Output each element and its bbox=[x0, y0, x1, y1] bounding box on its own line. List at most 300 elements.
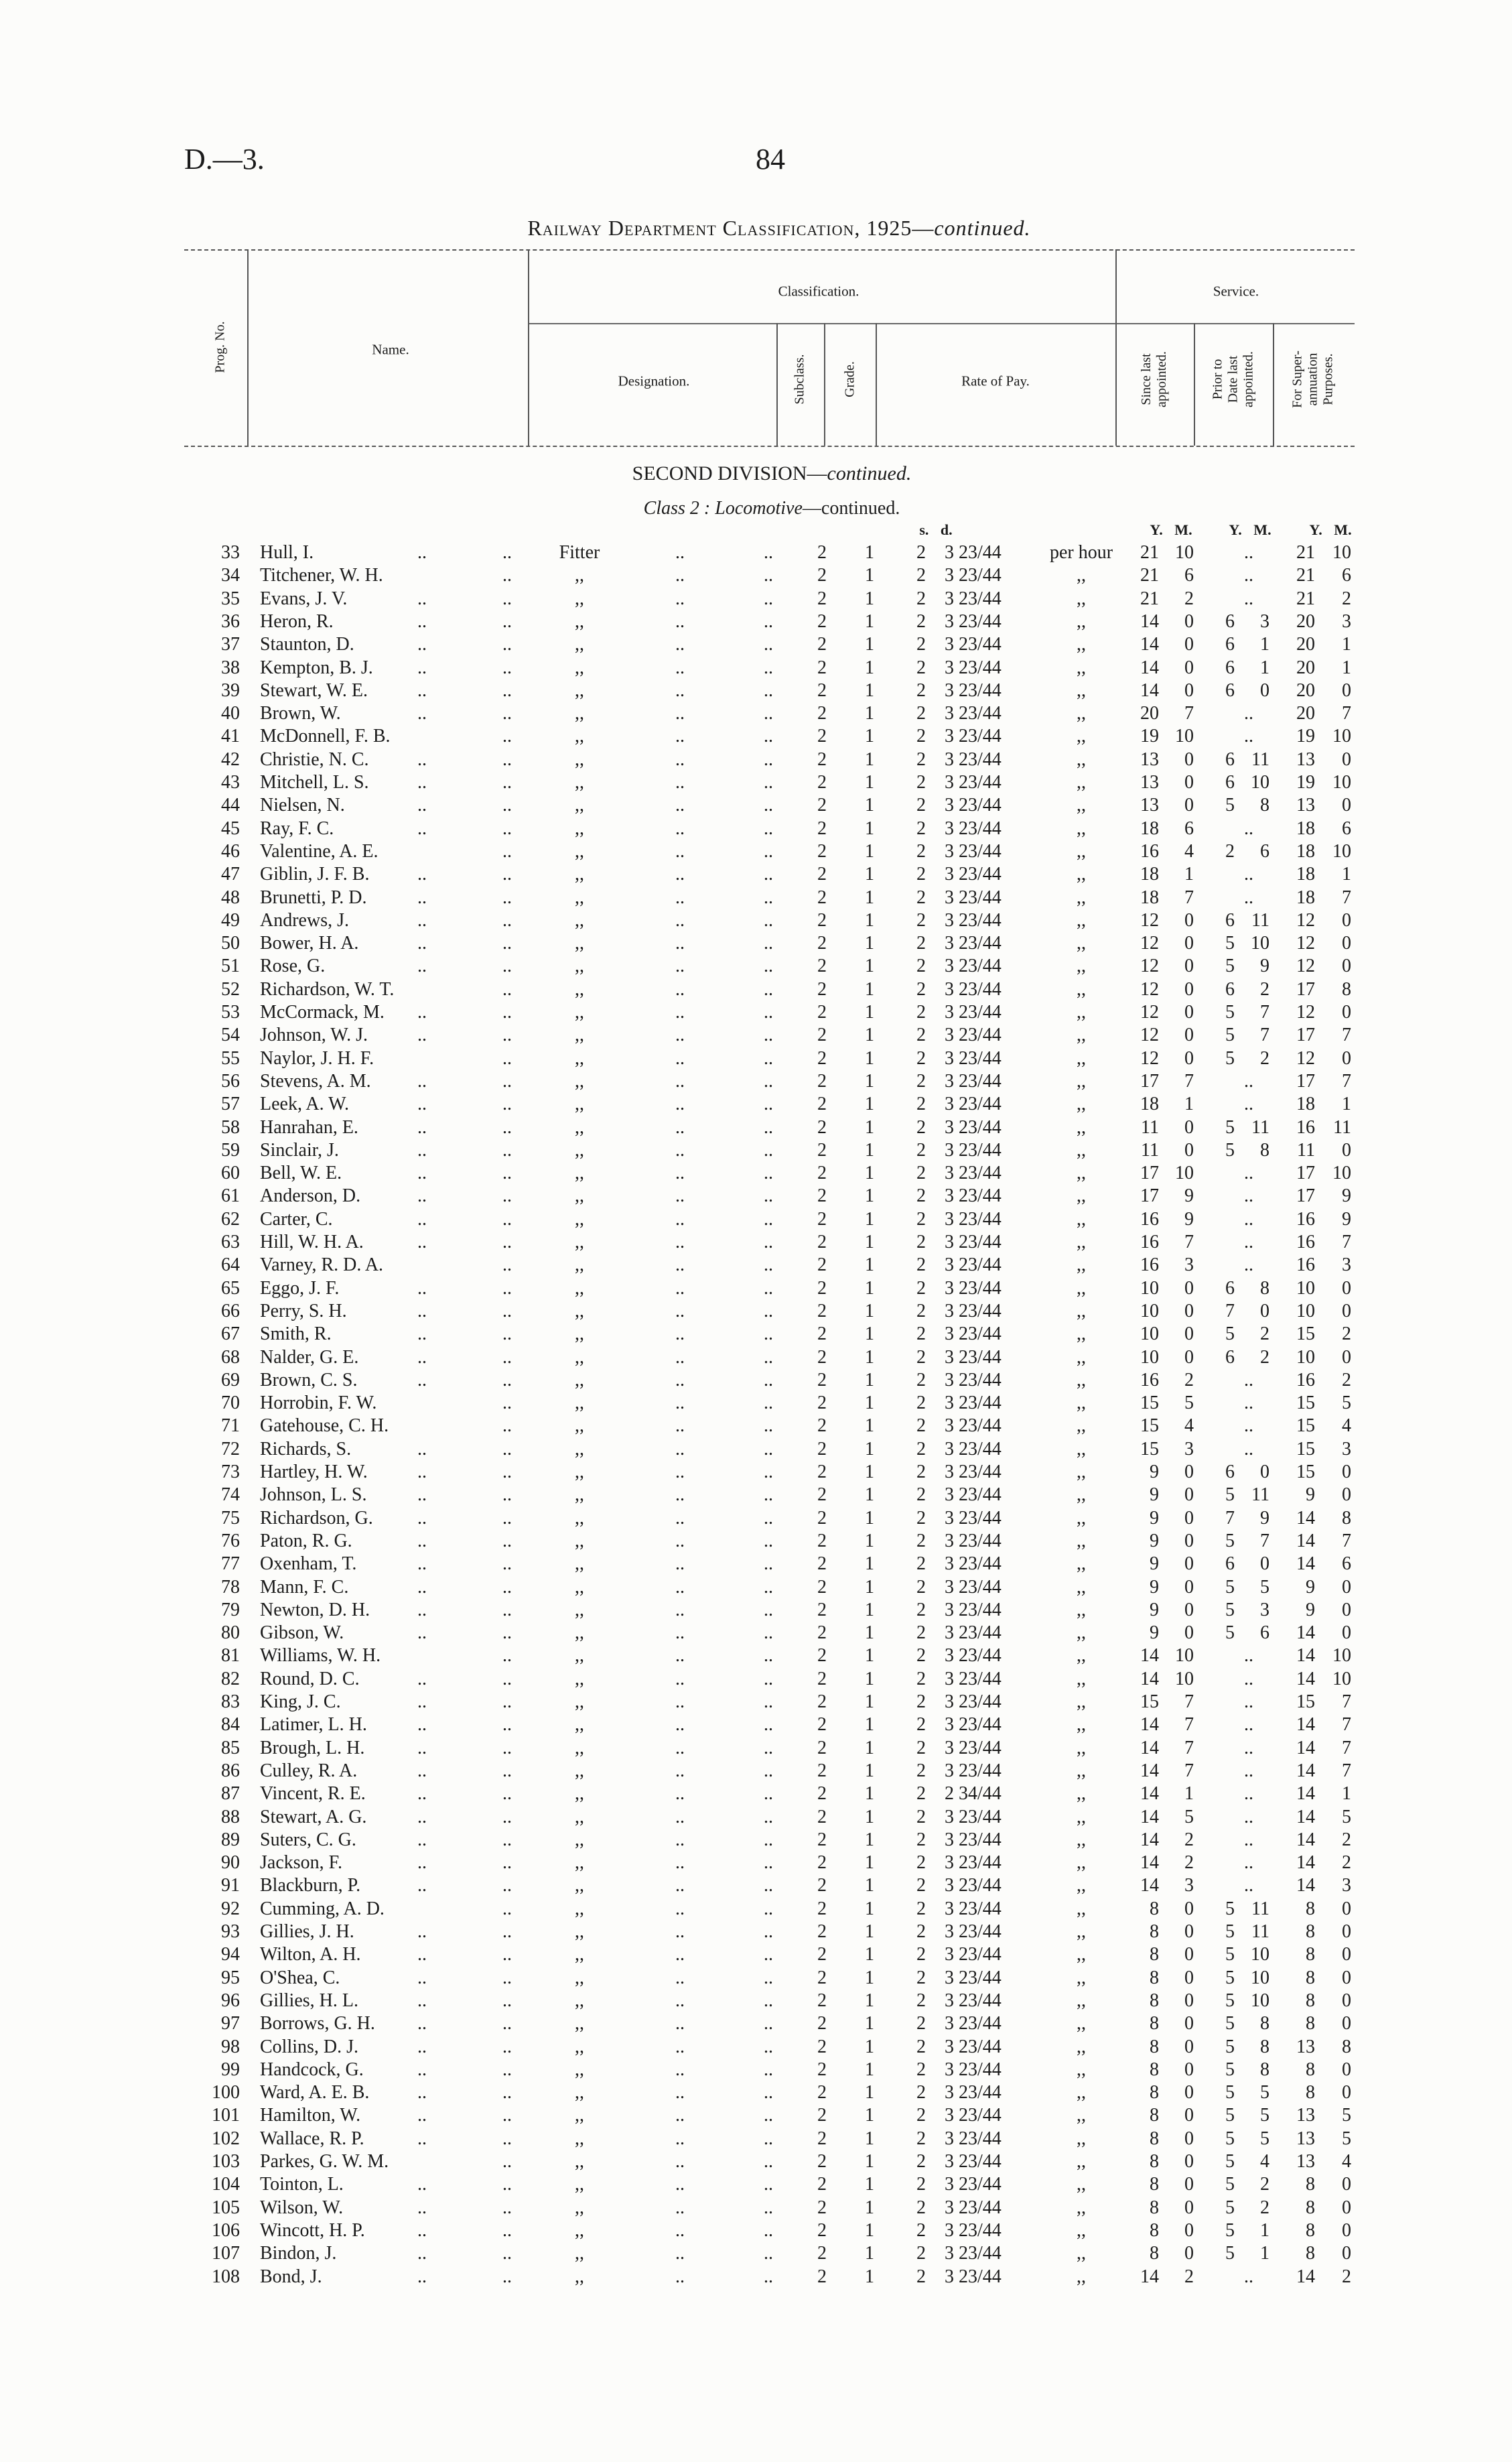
designation-leader-dots: .. bbox=[675, 2219, 685, 2241]
rate-unit: ,, bbox=[1077, 565, 1086, 586]
rate-unit: ,, bbox=[1077, 726, 1086, 747]
table-row bbox=[0, 1254, 1512, 1277]
rate-pence: 3 23/44 bbox=[945, 2036, 1002, 2057]
designation-leader-dots: .. bbox=[675, 864, 685, 885]
rate-pence: 3 23/44 bbox=[945, 1714, 1002, 1736]
grade: 1 bbox=[865, 1622, 874, 1644]
designation-end-dots: .. bbox=[764, 1530, 773, 1551]
name-leader-dots: .. bbox=[417, 1875, 427, 1896]
grade: 1 bbox=[865, 703, 874, 724]
table-row bbox=[0, 1644, 1512, 1667]
since-appointed-months: 0 bbox=[1184, 2128, 1194, 2149]
table-row bbox=[0, 657, 1512, 679]
rate-shillings: 2 bbox=[916, 1116, 926, 1138]
employee-name: Vincent, R. E. bbox=[260, 1783, 366, 1805]
since-units: Y. M. bbox=[1150, 521, 1192, 538]
superannuation-months: 10 bbox=[1332, 726, 1351, 747]
since-appointed-years: 17 bbox=[1140, 1070, 1159, 1092]
employee-name: Hill, W. H. A. bbox=[260, 1232, 364, 1252]
subclass: 2 bbox=[817, 1783, 827, 1805]
rate-unit: ,, bbox=[1077, 1277, 1086, 1299]
designation: ,, bbox=[575, 1760, 584, 1781]
designation-leader-dots: .. bbox=[675, 818, 685, 839]
since-appointed-months: 7 bbox=[1184, 1737, 1194, 1758]
name-end-dots: .. bbox=[502, 1025, 512, 1046]
designation: ,, bbox=[575, 2082, 584, 2103]
table-row bbox=[0, 1507, 1512, 1530]
rate-unit: ,, bbox=[1077, 1232, 1086, 1252]
designation-end-dots: .. bbox=[764, 1232, 773, 1252]
name-leader-dots: .. bbox=[417, 1277, 427, 1299]
column-divider bbox=[528, 249, 529, 446]
grade: 1 bbox=[865, 956, 874, 977]
subclass: 2 bbox=[817, 1622, 827, 1644]
employee-name: Hamilton, W. bbox=[260, 2105, 361, 2126]
rate-unit: ,, bbox=[1077, 1530, 1086, 1551]
designation-leader-dots: .. bbox=[675, 1346, 685, 1368]
prior-service-years: 5 bbox=[1225, 2128, 1235, 2149]
designation-leader-dots: .. bbox=[675, 1898, 685, 1919]
since-appointed-years: 8 bbox=[1150, 2036, 1159, 2057]
prior-service-years: 6 bbox=[1225, 657, 1235, 678]
designation-leader-dots: .. bbox=[675, 1208, 685, 1230]
designation-end-dots: .. bbox=[764, 1300, 773, 1321]
employee-name: Leek, A. W. bbox=[260, 1094, 349, 1115]
grade: 1 bbox=[865, 726, 874, 747]
since-appointed-years: 14 bbox=[1140, 610, 1159, 632]
prog-number: 70 bbox=[221, 1392, 240, 1414]
since-appointed-years: 8 bbox=[1150, 2128, 1159, 2149]
rate-pence: 3 23/44 bbox=[945, 2266, 1002, 2287]
since-appointed-months: 2 bbox=[1184, 1852, 1194, 1874]
superannuation-months: 0 bbox=[1342, 2243, 1351, 2264]
table-row bbox=[0, 909, 1512, 932]
designation-end-dots: .. bbox=[764, 1898, 773, 1919]
designation-end-dots: .. bbox=[764, 588, 773, 609]
employee-name: Brough, L. H. bbox=[260, 1737, 365, 1758]
rate-shillings: 2 bbox=[916, 1967, 926, 1988]
prior-service-years: 5 bbox=[1225, 2151, 1235, 2172]
designation-leader-dots: .. bbox=[675, 1116, 685, 1138]
name-leader-dots: .. bbox=[417, 2082, 427, 2103]
class-label: Class 2 : bbox=[643, 498, 711, 519]
table-row bbox=[0, 1070, 1512, 1093]
since-appointed-months: 0 bbox=[1184, 909, 1194, 931]
designation: Fitter bbox=[559, 542, 600, 563]
designation: ,, bbox=[575, 2036, 584, 2057]
superannuation-months: 7 bbox=[1342, 887, 1351, 908]
since-appointed-months: 10 bbox=[1175, 542, 1194, 563]
name-leader-dots: .. bbox=[417, 1714, 427, 1736]
designation: ,, bbox=[575, 2151, 584, 2172]
header-name: Name. bbox=[372, 341, 409, 358]
since-appointed-months: 0 bbox=[1184, 610, 1194, 632]
prior-service-none: .. bbox=[1244, 1185, 1253, 1207]
prior-service-months: 11 bbox=[1251, 749, 1269, 770]
name-leader-dots: .. bbox=[417, 1553, 427, 1575]
superannuation-years: 18 bbox=[1296, 1094, 1315, 1115]
rate-shillings: 2 bbox=[916, 933, 926, 954]
superannuation-years: 19 bbox=[1296, 772, 1315, 793]
subclass: 2 bbox=[817, 772, 827, 793]
rate-unit: ,, bbox=[1077, 772, 1086, 793]
header-subclass: Subclass. bbox=[792, 354, 807, 405]
subclass: 2 bbox=[817, 1185, 827, 1207]
superannuation-years: 10 bbox=[1296, 1300, 1315, 1321]
rate-pence: 3 23/44 bbox=[945, 1852, 1002, 1874]
subclass: 2 bbox=[817, 1369, 827, 1390]
subclass: 2 bbox=[817, 1944, 827, 1965]
subclass: 2 bbox=[817, 1806, 827, 1827]
prog-number: 91 bbox=[221, 1875, 240, 1896]
superannuation-months: 2 bbox=[1342, 1369, 1351, 1390]
superannuation-months: 0 bbox=[1342, 795, 1351, 816]
since-appointed-months: 2 bbox=[1184, 1829, 1194, 1850]
prior-service-months: 2 bbox=[1260, 2197, 1269, 2218]
table-row bbox=[0, 1874, 1512, 1897]
prior-service-months: 1 bbox=[1260, 2219, 1269, 2241]
designation: ,, bbox=[575, 1346, 584, 1368]
subclass: 2 bbox=[817, 1921, 827, 1942]
employee-name: Eggo, J. F. bbox=[260, 1277, 340, 1299]
name-end-dots: .. bbox=[502, 1462, 512, 1482]
table-row bbox=[0, 1898, 1512, 1921]
name-leader-dots: .. bbox=[417, 1737, 427, 1758]
designation-end-dots: .. bbox=[764, 1346, 773, 1368]
table-row bbox=[0, 2104, 1512, 2127]
since-appointed-years: 8 bbox=[1150, 2219, 1159, 2241]
since-appointed-months: 10 bbox=[1175, 1645, 1194, 1667]
since-appointed-years: 8 bbox=[1150, 1898, 1159, 1919]
grade: 1 bbox=[865, 1921, 874, 1942]
since-appointed-months: 0 bbox=[1184, 1622, 1194, 1644]
prior-service-none: .. bbox=[1244, 1668, 1253, 1689]
superannuation-years: 18 bbox=[1296, 818, 1315, 839]
superannuation-months: 0 bbox=[1342, 1002, 1351, 1023]
designation: ,, bbox=[575, 1898, 584, 1919]
grade: 1 bbox=[865, 2059, 874, 2080]
designation: ,, bbox=[575, 1645, 584, 1667]
class-heading bbox=[644, 498, 900, 519]
name-end-dots: .. bbox=[502, 726, 512, 747]
rate-unit: ,, bbox=[1077, 1507, 1086, 1529]
grade: 1 bbox=[865, 1760, 874, 1781]
designation-end-dots: .. bbox=[764, 818, 773, 839]
name-end-dots: .. bbox=[502, 818, 512, 839]
rate-pence: 3 23/44 bbox=[945, 1300, 1002, 1321]
grade: 1 bbox=[865, 1415, 874, 1437]
since-appointed-years: 9 bbox=[1150, 1530, 1159, 1551]
grade: 1 bbox=[865, 1185, 874, 1207]
rate-shillings: 2 bbox=[916, 1232, 926, 1252]
subclass: 2 bbox=[817, 1691, 827, 1712]
designation-end-dots: .. bbox=[764, 1967, 773, 1988]
prior-service-years: 5 bbox=[1225, 1898, 1235, 1919]
prior-service-years: 5 bbox=[1225, 2243, 1235, 2264]
since-appointed-years: 19 bbox=[1140, 726, 1159, 747]
grade: 1 bbox=[865, 840, 874, 862]
superannuation-months: 0 bbox=[1342, 1277, 1351, 1299]
superannuation-years: 10 bbox=[1296, 1346, 1315, 1368]
subclass: 2 bbox=[817, 956, 827, 977]
grade: 1 bbox=[865, 1139, 874, 1161]
designation-end-dots: .. bbox=[764, 1691, 773, 1712]
since-appointed-months: 3 bbox=[1184, 1254, 1194, 1276]
table-row bbox=[0, 2173, 1512, 2196]
rate-pence: 3 23/44 bbox=[945, 1668, 1002, 1689]
prior-service-months: 7 bbox=[1260, 1002, 1269, 1023]
table-row bbox=[0, 1576, 1512, 1599]
since-appointed-months: 0 bbox=[1184, 1323, 1194, 1345]
designation-leader-dots: .. bbox=[675, 1047, 685, 1069]
name-end-dots: .. bbox=[502, 610, 512, 632]
rate-pence: 3 23/44 bbox=[945, 1070, 1002, 1092]
name-leader-dots: .. bbox=[417, 1462, 427, 1482]
designation: ,, bbox=[575, 2128, 584, 2149]
grade: 1 bbox=[865, 1369, 874, 1390]
table-row bbox=[0, 1806, 1512, 1829]
designation: ,, bbox=[575, 657, 584, 678]
table-row bbox=[0, 1047, 1512, 1070]
prior-service-years: 6 bbox=[1225, 1553, 1235, 1575]
table-row bbox=[0, 932, 1512, 955]
designation-end-dots: .. bbox=[764, 1737, 773, 1758]
prior-service-months: 10 bbox=[1251, 1944, 1269, 1965]
rate-shillings: 2 bbox=[916, 1139, 926, 1161]
superannuation-months: 8 bbox=[1342, 978, 1351, 1000]
prog-number: 57 bbox=[221, 1094, 240, 1115]
name-end-dots: .. bbox=[502, 1507, 512, 1529]
designation-end-dots: .. bbox=[764, 2036, 773, 2057]
prog-number: 35 bbox=[221, 588, 240, 609]
designation: ,, bbox=[575, 1254, 584, 1276]
superannuation-years: 13 bbox=[1296, 2105, 1315, 2126]
designation-leader-dots: .. bbox=[675, 1392, 685, 1414]
since-appointed-months: 7 bbox=[1184, 887, 1194, 908]
since-appointed-years: 14 bbox=[1140, 1783, 1159, 1805]
designation: ,, bbox=[575, 1300, 584, 1321]
prog-number: 82 bbox=[221, 1668, 240, 1689]
name-end-dots: .. bbox=[502, 2128, 512, 2149]
since-appointed-years: 10 bbox=[1140, 1346, 1159, 1368]
table-row bbox=[0, 1323, 1512, 1346]
rate-shillings: 2 bbox=[916, 1208, 926, 1230]
superannuation-years: 15 bbox=[1296, 1462, 1315, 1482]
designation-leader-dots: .. bbox=[675, 679, 685, 701]
designation-leader-dots: .. bbox=[675, 657, 685, 678]
name-end-dots: .. bbox=[502, 933, 512, 954]
rate-pence: 3 23/44 bbox=[945, 1323, 1002, 1345]
prior-service-years: 6 bbox=[1225, 679, 1235, 701]
designation-end-dots: .. bbox=[764, 2243, 773, 2264]
name-leader-dots: .. bbox=[417, 1070, 427, 1092]
since-appointed-years: 12 bbox=[1140, 933, 1159, 954]
rate-pence: 3 23/44 bbox=[945, 2151, 1002, 2172]
prior-service-years: 5 bbox=[1225, 2059, 1235, 2080]
superannuation-months: 4 bbox=[1342, 1415, 1351, 1437]
superannuation-months: 0 bbox=[1342, 1990, 1351, 2011]
document-reference: D.—3. bbox=[184, 143, 265, 176]
since-appointed-years: 8 bbox=[1150, 1967, 1159, 1988]
superannuation-years: 14 bbox=[1296, 1553, 1315, 1575]
rate-shillings: 2 bbox=[916, 1875, 926, 1896]
prior-service-months: 4 bbox=[1260, 2151, 1269, 2172]
superannuation-years: 8 bbox=[1306, 2243, 1315, 2264]
rate-unit: ,, bbox=[1077, 1070, 1086, 1092]
name-end-dots: .. bbox=[502, 1254, 512, 1276]
table-row bbox=[0, 2197, 1512, 2219]
rate-pence: 2 34/44 bbox=[945, 1783, 1002, 1805]
prior-service-none: .. bbox=[1244, 1232, 1253, 1252]
since-appointed-years: 9 bbox=[1150, 1576, 1159, 1598]
prior-service-months: 8 bbox=[1260, 2013, 1269, 2034]
superannuation-years: 14 bbox=[1296, 1806, 1315, 1827]
since-appointed-years: 8 bbox=[1150, 1944, 1159, 1965]
employee-name: Collins, D. J. bbox=[260, 2036, 359, 2057]
superannuation-years: 8 bbox=[1306, 2059, 1315, 2080]
prog-number: 50 bbox=[221, 933, 240, 954]
rate-shillings: 2 bbox=[916, 1829, 926, 1850]
rate-unit: ,, bbox=[1077, 2036, 1086, 2057]
employee-name: Johnson, L. S. bbox=[260, 1484, 367, 1506]
prog-number: 40 bbox=[221, 703, 240, 724]
designation-leader-dots: .. bbox=[675, 1645, 685, 1667]
designation: ,, bbox=[575, 1576, 584, 1598]
header-prog-no: Prog. No. bbox=[212, 321, 228, 373]
superannuation-months: 8 bbox=[1342, 2036, 1351, 2057]
rate-shillings: 2 bbox=[916, 657, 926, 678]
table-row bbox=[0, 1852, 1512, 1874]
employee-name: Jackson, F. bbox=[260, 1852, 342, 1874]
employee-name: Williams, W. H. bbox=[260, 1645, 381, 1667]
rate-unit: ,, bbox=[1077, 1944, 1086, 1965]
rate-unit: ,, bbox=[1077, 1484, 1086, 1506]
name-end-dots: .. bbox=[502, 703, 512, 724]
prior-service-months: 3 bbox=[1260, 1599, 1269, 1620]
table-row bbox=[0, 564, 1512, 587]
rate-unit: ,, bbox=[1077, 956, 1086, 977]
table-row bbox=[0, 840, 1512, 863]
rate-pence: 3 23/44 bbox=[945, 1599, 1002, 1620]
designation-leader-dots: .. bbox=[675, 840, 685, 862]
designation: ,, bbox=[575, 1714, 584, 1736]
rate-pence: 3 23/44 bbox=[945, 1277, 1002, 1299]
rate-unit: ,, bbox=[1077, 1691, 1086, 1712]
since-appointed-months: 0 bbox=[1184, 2082, 1194, 2103]
grade: 1 bbox=[865, 1967, 874, 1988]
subclass: 2 bbox=[817, 1232, 827, 1252]
since-appointed-months: 0 bbox=[1184, 978, 1194, 1000]
table-row bbox=[0, 1001, 1512, 1024]
rate-pence: 3 23/44 bbox=[945, 1185, 1002, 1207]
prior-service-months: 2 bbox=[1260, 978, 1269, 1000]
rate-pence: 3 23/44 bbox=[945, 726, 1002, 747]
prior-service-years: 5 bbox=[1225, 2174, 1235, 2195]
prior-service-months: 11 bbox=[1251, 1921, 1269, 1942]
rate-unit: per hour bbox=[1049, 542, 1113, 563]
rate-unit: ,, bbox=[1077, 864, 1086, 885]
name-leader-dots: .. bbox=[417, 1783, 427, 1805]
designation-leader-dots: .. bbox=[675, 749, 685, 770]
since-appointed-months: 7 bbox=[1184, 1714, 1194, 1736]
rate-unit: ,, bbox=[1077, 2013, 1086, 2034]
rate-shillings: 2 bbox=[916, 2197, 926, 2218]
superannuation-months: 4 bbox=[1342, 2151, 1351, 2172]
designation-end-dots: .. bbox=[764, 956, 773, 977]
designation-leader-dots: .. bbox=[675, 1990, 685, 2011]
grade: 1 bbox=[865, 2036, 874, 2057]
designation-end-dots: .. bbox=[764, 1277, 773, 1299]
table-row bbox=[0, 2150, 1512, 2173]
designation: ,, bbox=[575, 1369, 584, 1390]
prog-number: 33 bbox=[221, 542, 240, 563]
rate-pence: 3 23/44 bbox=[945, 1737, 1002, 1758]
employee-name: Gatehouse, C. H. bbox=[260, 1415, 389, 1437]
prog-number: 85 bbox=[221, 1737, 240, 1758]
since-appointed-months: 2 bbox=[1184, 588, 1194, 609]
employee-name: Staunton, D. bbox=[260, 634, 354, 655]
name-leader-dots: .. bbox=[417, 1599, 427, 1620]
rate-shillings: 2 bbox=[916, 1070, 926, 1092]
designation: ,, bbox=[575, 933, 584, 954]
table-row bbox=[0, 1162, 1512, 1185]
designation: ,, bbox=[575, 1163, 584, 1184]
since-appointed-years: 20 bbox=[1140, 703, 1159, 724]
name-end-dots: .. bbox=[502, 1139, 512, 1161]
subclass: 2 bbox=[817, 1990, 827, 2011]
column-divider bbox=[247, 249, 249, 446]
designation-end-dots: .. bbox=[764, 2059, 773, 2080]
rate-shillings: 2 bbox=[916, 887, 926, 908]
designation-end-dots: .. bbox=[764, 726, 773, 747]
superannuation-years: 17 bbox=[1296, 1163, 1315, 1184]
designation-leader-dots: .. bbox=[675, 1967, 685, 1988]
designation-end-dots: .. bbox=[764, 1254, 773, 1276]
designation-leader-dots: .. bbox=[675, 1163, 685, 1184]
subclass: 2 bbox=[817, 1277, 827, 1299]
since-appointed-years: 9 bbox=[1150, 1553, 1159, 1575]
subclass: 2 bbox=[817, 1530, 827, 1551]
rate-shillings: 2 bbox=[916, 1392, 926, 1414]
designation-leader-dots: .. bbox=[675, 1094, 685, 1115]
rate-pence: 3 23/44 bbox=[945, 1645, 1002, 1667]
name-end-dots: .. bbox=[502, 1714, 512, 1736]
subclass: 2 bbox=[817, 1139, 827, 1161]
prog-number: 96 bbox=[221, 1990, 240, 2011]
superannuation-months: 3 bbox=[1342, 1438, 1351, 1460]
subclass: 2 bbox=[817, 1094, 827, 1115]
prog-number: 44 bbox=[221, 795, 240, 816]
designation-leader-dots: .. bbox=[675, 1300, 685, 1321]
superannuation-years: 12 bbox=[1296, 909, 1315, 931]
designation: ,, bbox=[575, 1415, 584, 1437]
grade: 1 bbox=[865, 1392, 874, 1414]
header-since-appointed: Since last appointed. bbox=[1139, 351, 1169, 407]
rate-unit: ,, bbox=[1077, 1369, 1086, 1390]
prog-number: 98 bbox=[221, 2036, 240, 2057]
since-appointed-years: 14 bbox=[1140, 634, 1159, 655]
since-appointed-years: 16 bbox=[1140, 1254, 1159, 1276]
grade: 1 bbox=[865, 1691, 874, 1712]
table-row bbox=[0, 541, 1512, 564]
employee-name: Oxenham, T. bbox=[260, 1553, 357, 1575]
designation: ,, bbox=[575, 2197, 584, 2218]
prior-service-months: 0 bbox=[1260, 1553, 1269, 1575]
superannuation-months: 0 bbox=[1342, 956, 1351, 977]
employee-name: Parkes, G. W. M. bbox=[260, 2151, 389, 2172]
prior-service-years: 7 bbox=[1225, 1300, 1235, 1321]
prior-service-years: 5 bbox=[1225, 1990, 1235, 2011]
